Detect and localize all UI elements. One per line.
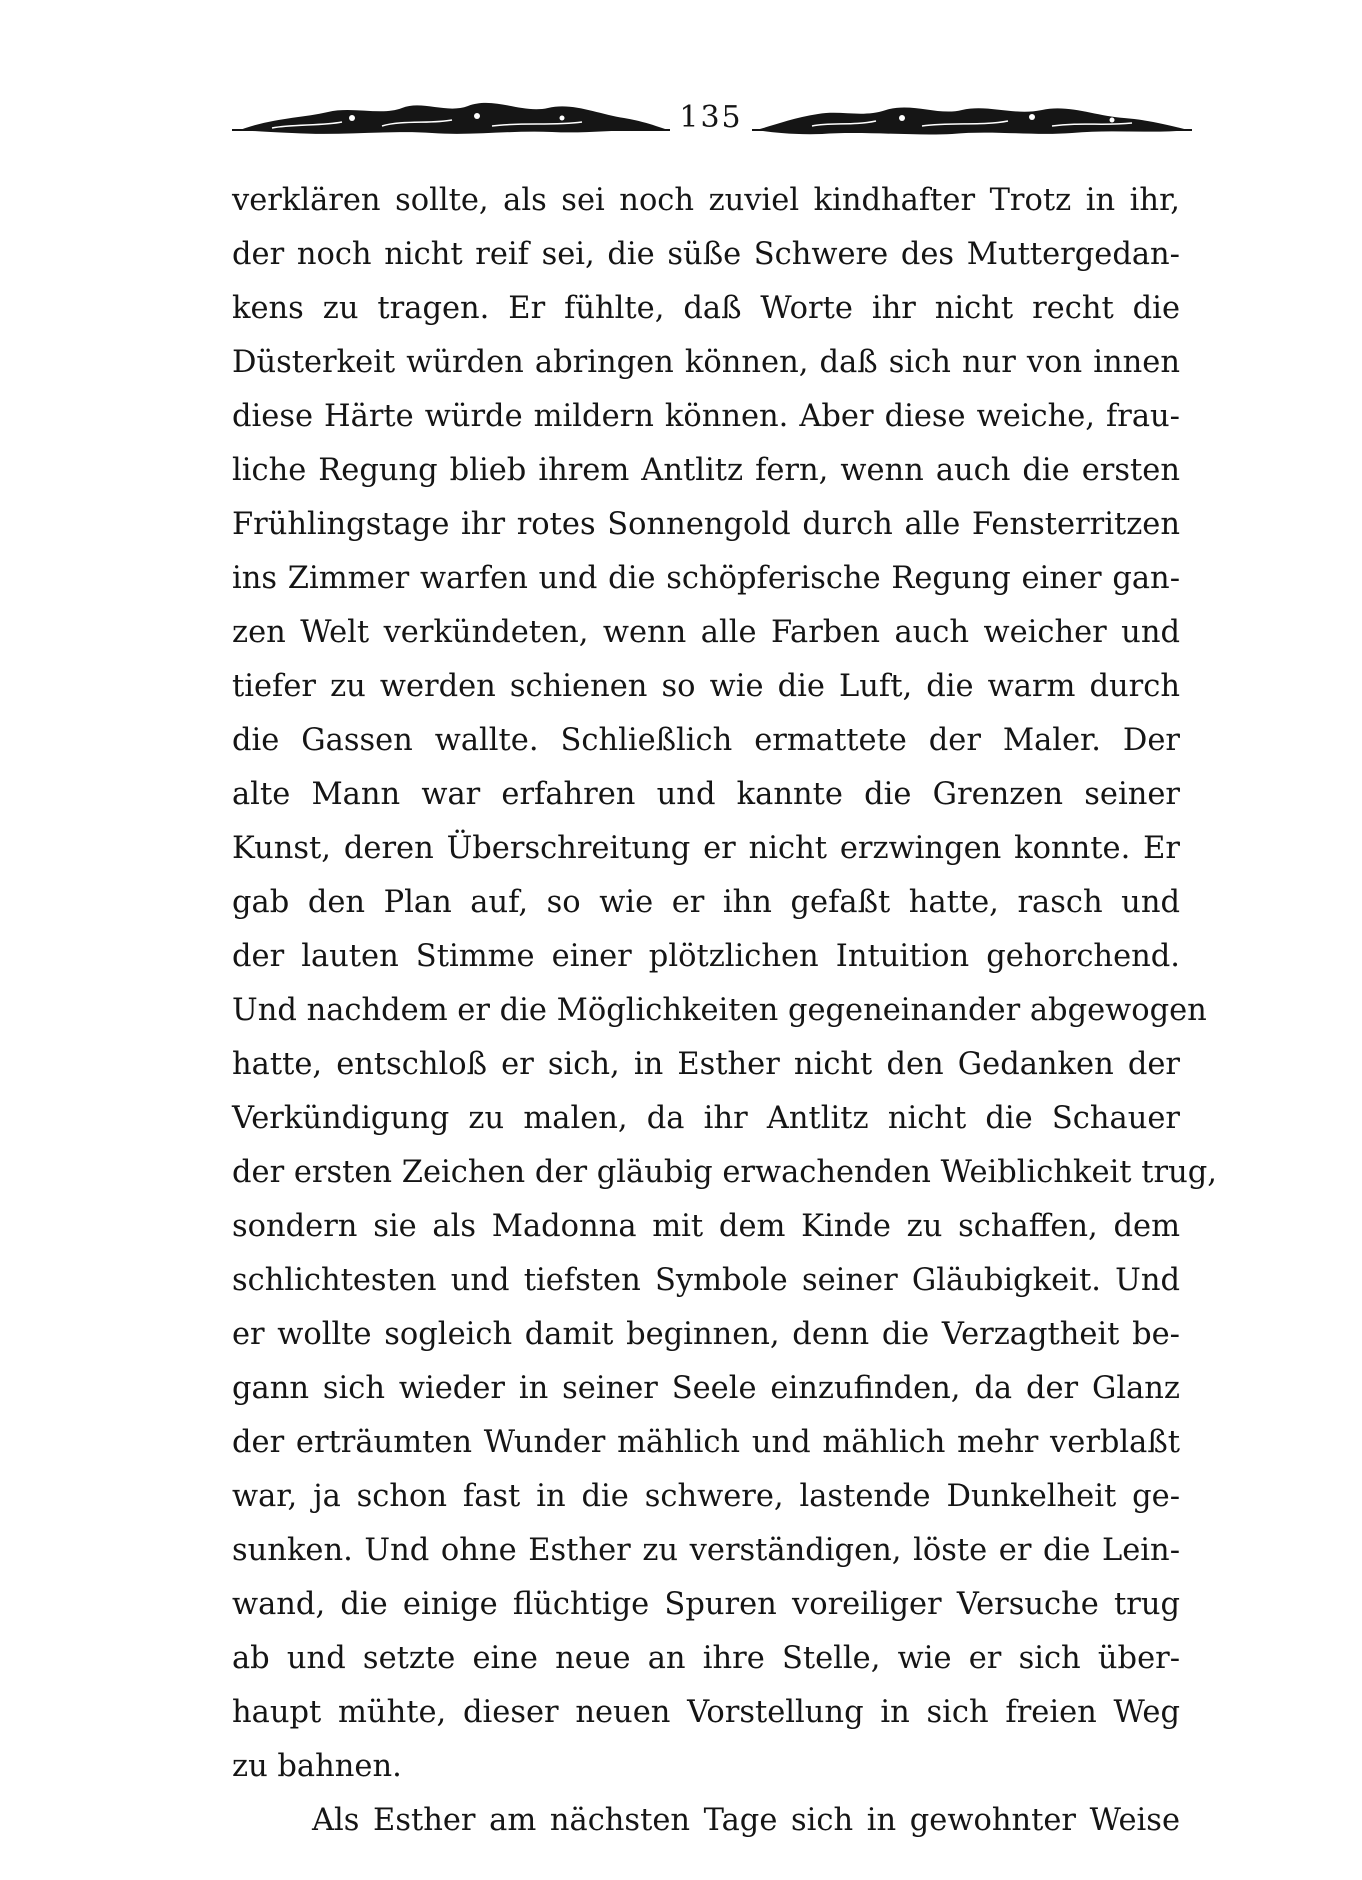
text-line: schlichtesten und tiefsten Symbole seiner Gläubigkeit. Und <box>232 1263 1180 1298</box>
text-line: Frühlingstage ihr rotes Sonnengold durch alle Fensterritzen <box>232 507 1180 542</box>
page-header <box>232 88 1192 148</box>
left-ornament-icon <box>232 88 670 148</box>
text-line: ab und setzte eine neue an ihre Stelle, wie er sich über- <box>232 1641 1180 1676</box>
text-line: liche Regung blieb ihrem Antlitz fern, wenn auch die ersten <box>232 453 1180 488</box>
text-line: sunken. Und ohne Esther zu verständigen, löste er die Lein- <box>232 1533 1180 1568</box>
text-line: alte Mann war erfahren und kannte die Grenzen seiner <box>232 777 1180 812</box>
text-line: zen Welt verkündeten, wenn alle Farben auch weicher und <box>232 615 1180 650</box>
text-line: verklären sollte, als sei noch zuviel kindhafter Trotz in ihr, <box>232 183 1180 218</box>
right-ornament-icon <box>752 88 1192 148</box>
text-line: ins Zimmer warfen und die schöpferische Regung einer gan- <box>232 561 1180 596</box>
text-line: der ersten Zeichen der gläubig erwachenden Weiblichkeit trug, <box>232 1155 1217 1190</box>
text-line: wand, die einige flüchtige Spuren voreiliger Versuche trug <box>232 1587 1180 1622</box>
text-line: gab den Plan auf, so wie er ihn gefaßt hatte, rasch und <box>232 885 1180 920</box>
text-line: die Gassen wallte. Schließlich ermattete der Maler. Der <box>232 723 1180 758</box>
text-line: Und nachdem er die Möglichkeiten gegeneinander abgewogen <box>232 993 1207 1028</box>
text-line: kens zu tragen. Er fühlte, daß Worte ihr nicht recht die <box>232 291 1180 326</box>
paragraph-start-line: Als Esther am nächsten Tage sich in gewohnter Weise <box>312 1803 1180 1838</box>
page-number: 135 <box>679 100 743 135</box>
text-line: haupt mühte, dieser neuen Vorstellung in sich freien Weg <box>232 1695 1180 1730</box>
text-line: Kunst, deren Überschreitung er nicht erzwingen konnte. Er <box>232 831 1180 866</box>
text-line: gann sich wieder in seiner Seele einzufinden, da der Glanz <box>232 1371 1180 1406</box>
text-line: Düsterkeit würden abringen können, daß sich nur von innen <box>232 345 1180 380</box>
text-line: Verkündigung zu malen, da ihr Antlitz nicht die Schauer <box>232 1101 1180 1136</box>
text-line: sondern sie als Madonna mit dem Kinde zu schaffen, dem <box>232 1209 1180 1244</box>
text-line: der erträumten Wunder mählich und mählich mehr verblaßt <box>232 1425 1180 1460</box>
text-line: diese Härte würde mildern können. Aber diese weiche, frau- <box>232 399 1180 434</box>
text-line: tiefer zu werden schienen so wie die Luft, die warm durch <box>232 669 1180 704</box>
text-line: der lauten Stimme einer plötzlichen Intuition gehorchend. <box>232 939 1180 974</box>
body-text <box>232 174 1217 1848</box>
text-line: hatte, entschloß er sich, in Esther nicht den Gedanken der <box>232 1047 1180 1082</box>
text-line: er wollte sogleich damit beginnen, denn die Verzagtheit be- <box>232 1317 1180 1352</box>
text-line: der noch nicht reif sei, die süße Schwere des Muttergedan- <box>232 237 1180 272</box>
text-line: war, ja schon fast in die schwere, lastende Dunkelheit ge- <box>232 1479 1180 1514</box>
paragraph-end-line: zu bahnen. <box>232 1749 402 1784</box>
